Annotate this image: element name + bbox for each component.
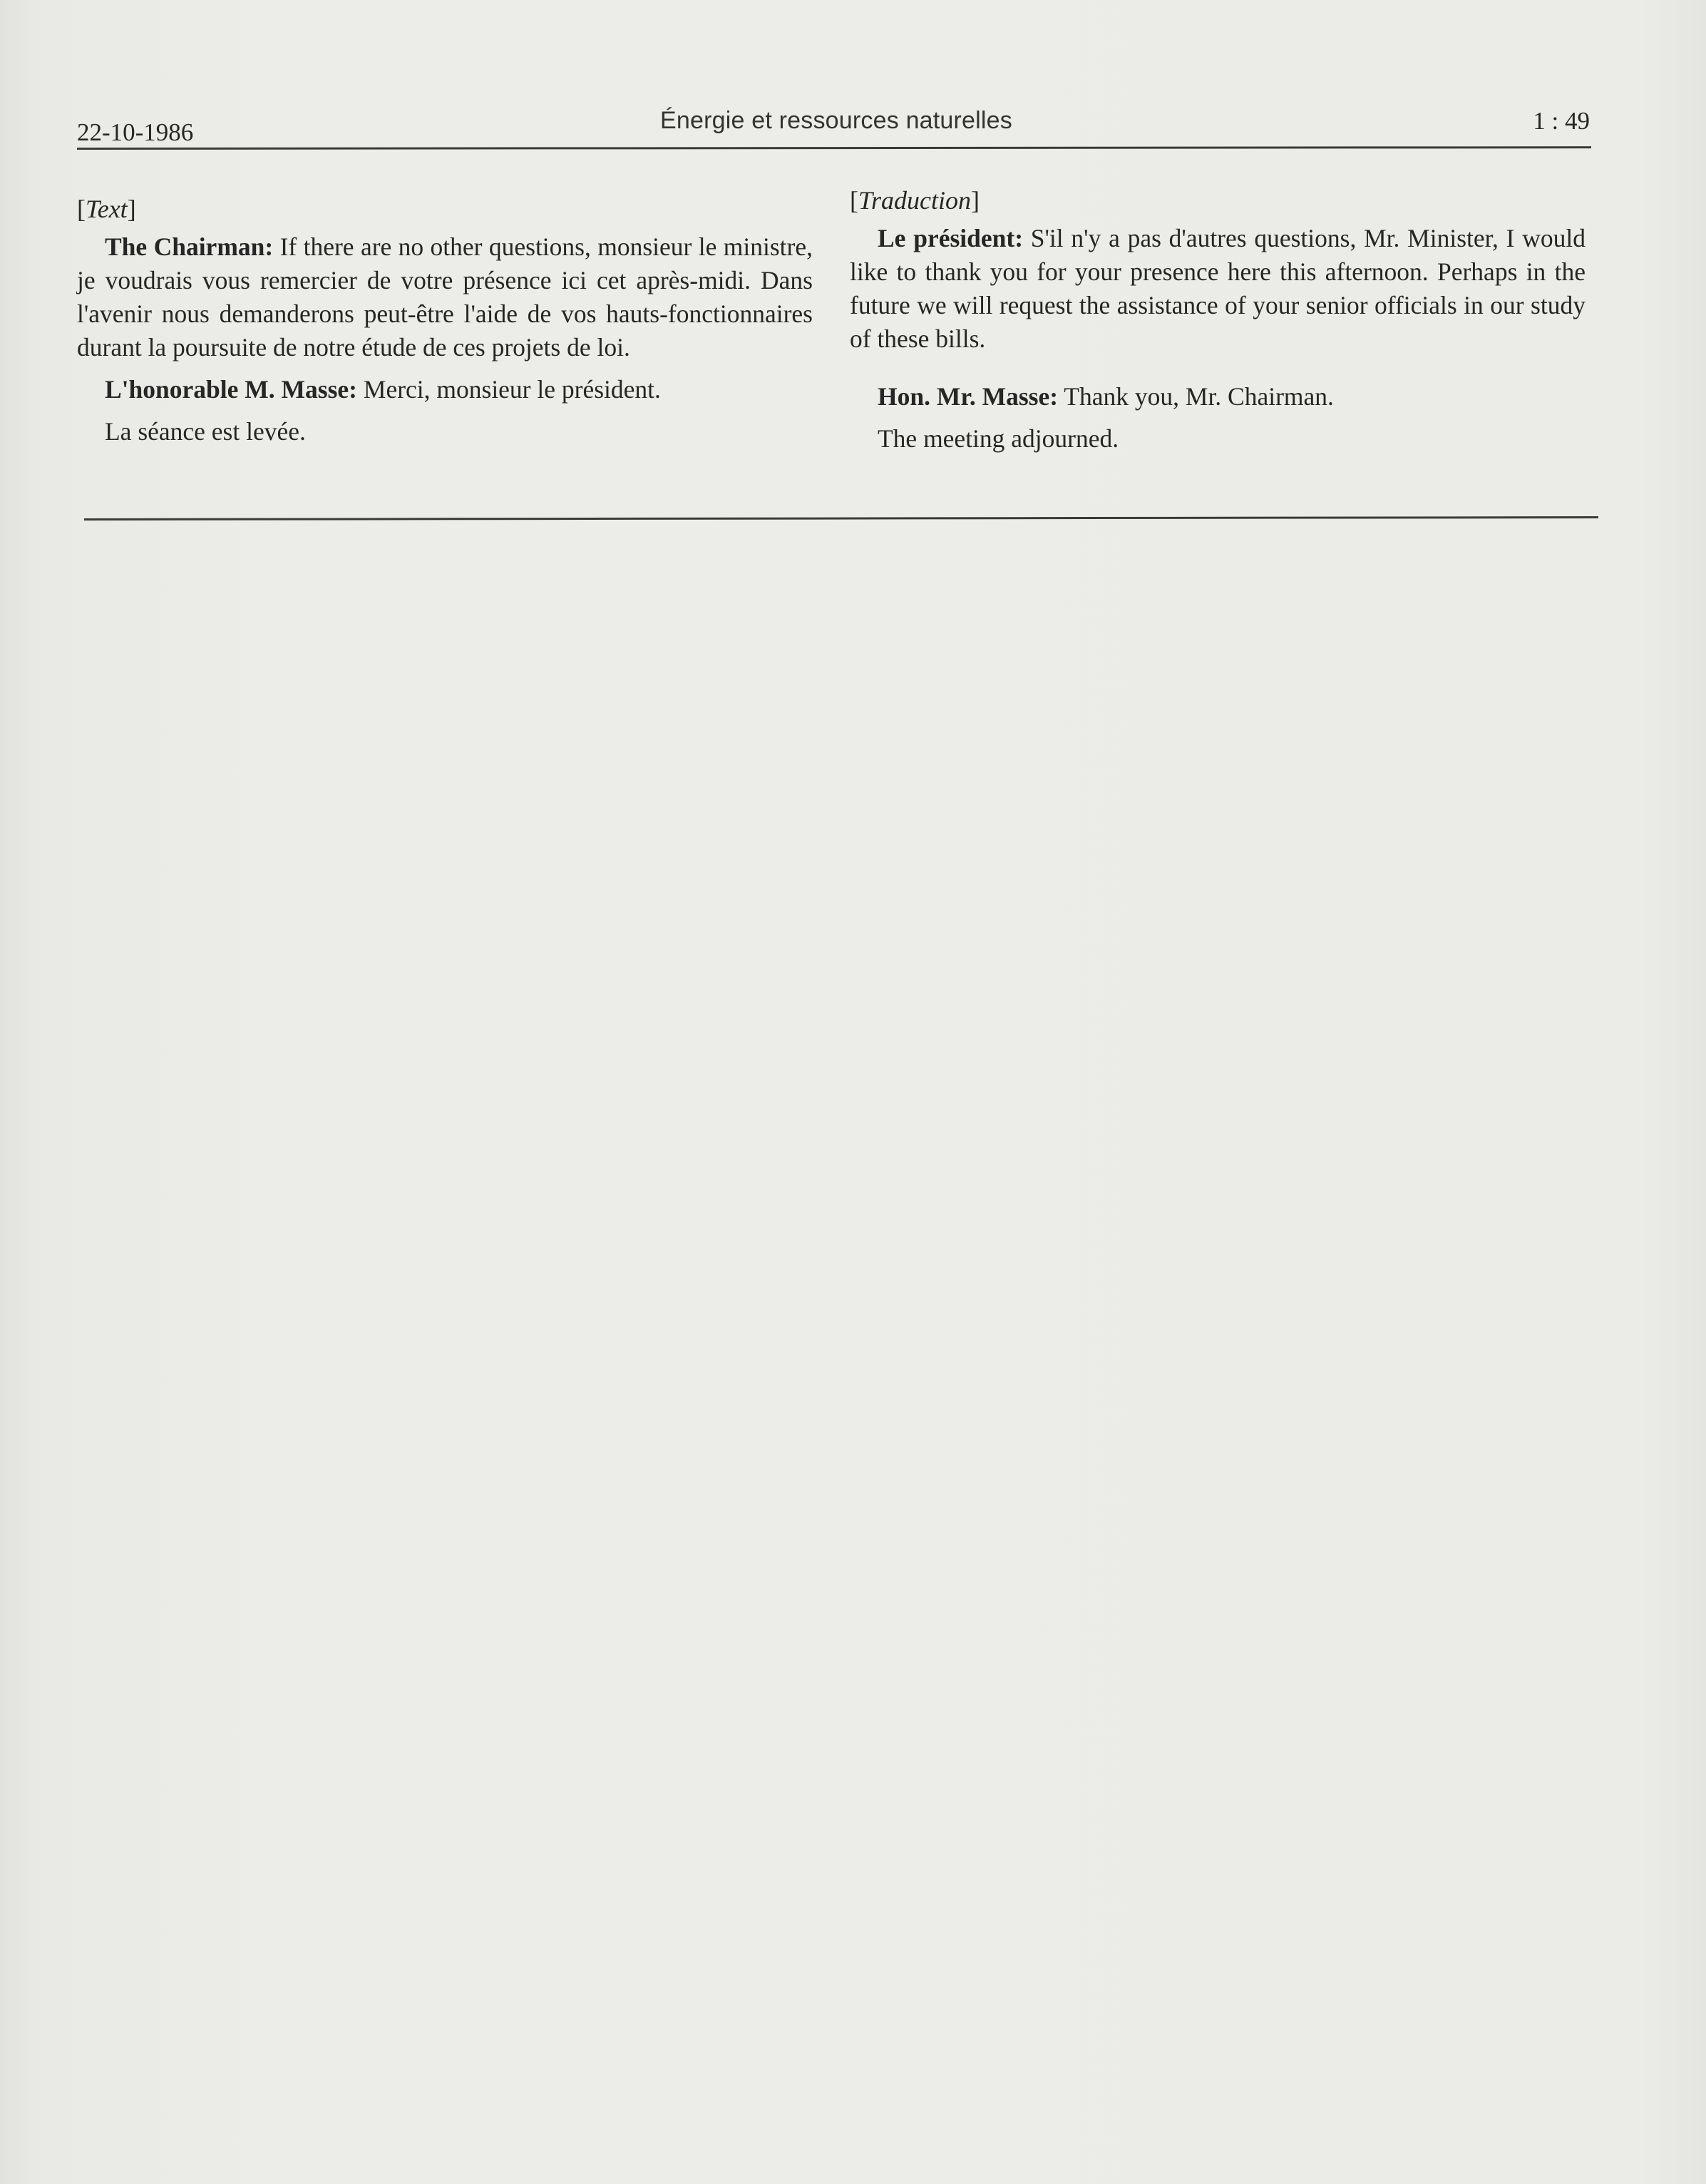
right-text-3: The meeting adjourned. (878, 424, 1119, 453)
right-text-1: S'il n'y a pas d'autres questions, Mr. Minister, I would like to thank you for your presence here this afternoon. Perhaps in the future we will request the assistance of your senior officials in our study of these bills. (850, 224, 1586, 353)
right-section-tag-text: Traduction (858, 186, 972, 215)
left-section-tag-text: Text (86, 195, 128, 223)
right-speaker-2: Hon. Mr. Masse: (878, 382, 1059, 411)
left-paragraph-1 (77, 230, 813, 364)
left-paragraph-3 (77, 415, 813, 448)
page-header (77, 107, 1590, 150)
right-section-tag: [Traduction] (850, 186, 980, 215)
left-section-tag: [Text] (77, 195, 136, 223)
left-text-1: If there are no other questions, monsieur le ministre, je voudrais vous remercier de votre présence ici cet après-midi. Dans l'avenir nous demanderons peut-être l'aide de vos hauts-fonctionnaires durant la poursuite de notre étude de ces projets de loi. (77, 232, 813, 362)
right-paragraph-2 (850, 380, 1586, 414)
right-paragraph-3 (850, 422, 1586, 456)
left-text-2: Merci, monsieur le président. (357, 375, 661, 404)
header-title: Énergie et ressources naturelles (660, 107, 1012, 134)
right-text-2: Thank you, Mr. Chairman. (1058, 382, 1334, 411)
left-text-3: La séance est levée. (105, 417, 306, 446)
left-speaker-1: The Chairman: (105, 232, 274, 261)
right-speaker-1: Le président: (878, 224, 1024, 252)
left-column (77, 193, 813, 448)
left-speaker-2: L'honorable M. Masse: (105, 375, 357, 404)
closing-rule (84, 516, 1598, 521)
header-page-number: 1 : 49 (1533, 107, 1590, 135)
right-paragraph-1 (850, 222, 1586, 356)
right-column (850, 184, 1586, 456)
header-date: 22-10-1986 (77, 118, 194, 146)
left-paragraph-2 (77, 373, 813, 406)
